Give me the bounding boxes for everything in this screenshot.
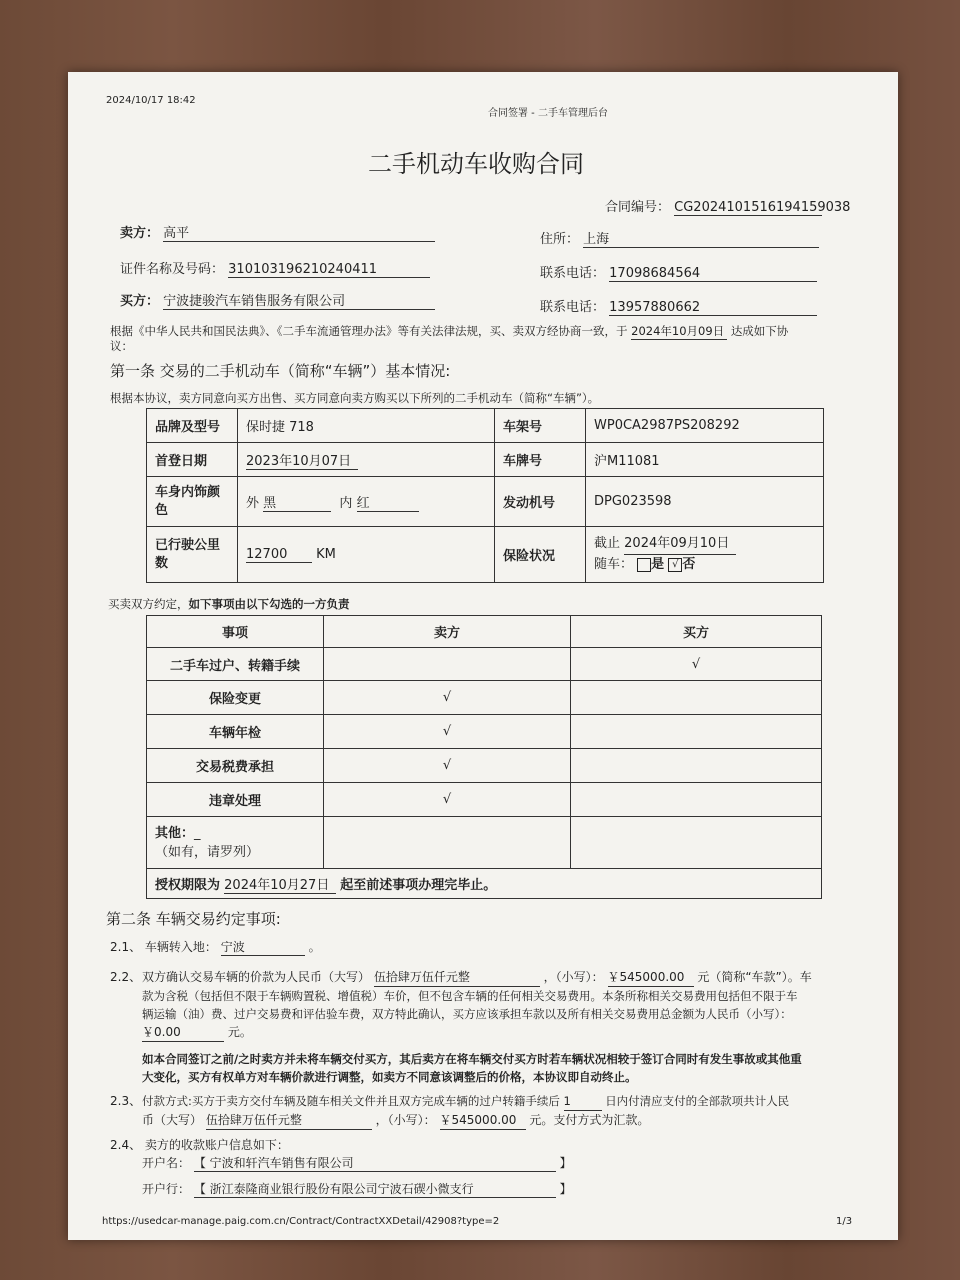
section-2-1: 2.1、 车辆转入地： 宁波 。 — [110, 940, 321, 954]
ins-prefix: 截止 — [594, 536, 621, 551]
article2-title: 第二条 车辆交易约定事项: — [106, 910, 281, 928]
table-row — [147, 648, 822, 681]
bold-line1: 如本合同签订之前/之时卖方并未将车辆交付买方，其后卖方在将车辆交付买方时若车辆状况相较于签订合同时有发生事故或其他重 — [142, 1052, 802, 1066]
no-checkbox-checked[interactable]: √ — [668, 558, 682, 572]
seller-phone-value: 17098684564 — [609, 266, 817, 282]
other-buyer — [571, 817, 822, 869]
buyer-name: 宁波捷骏汽车销售服务有限公司 — [163, 290, 435, 310]
other-seller — [324, 817, 571, 869]
seller-address-label: 住所： — [540, 232, 580, 247]
brand-label: 品牌及型号 — [147, 409, 238, 443]
other-value: _ — [194, 825, 201, 841]
other-note: （如有，请罗列） — [155, 844, 260, 860]
contract-no — [605, 196, 851, 216]
contract-no-value: CG20241015161941590​38 — [674, 200, 851, 215]
account-name-row: 开户名： 【 宁波和轩汽车销售有限公司 】 — [142, 1156, 572, 1170]
bank-row: 开户行： 【 浙江泰隆商业银行股份有限公司宁波石碶小微支行 】 — [142, 1182, 572, 1196]
duty-buyer-check — [571, 681, 822, 715]
deadline-suffix: 起至前述事项办理完毕止。 — [340, 877, 497, 893]
duty-buyer-check — [571, 783, 822, 817]
other-label: 其他： — [155, 825, 195, 841]
mileage-cell — [238, 527, 495, 583]
s21-num: 2.1、 — [110, 940, 142, 954]
duty-seller-check — [324, 648, 571, 681]
insurance-cell — [586, 527, 824, 583]
deadline-label: 授权期限为 — [155, 877, 221, 893]
s24-num: 2.4、 — [110, 1138, 142, 1152]
s22-line2: 款为含税（包括但不限于车辆购置税、增值税）车价，但不包含车辆的任何相关交易费用。本条所称相关交易费用包括但不限于车 — [142, 989, 798, 1003]
s24-title: 卖方的收款账户信息如下： — [144, 1138, 289, 1152]
vehicle-table — [146, 408, 824, 583]
agreement-date: 2024年10月09日 — [631, 323, 727, 340]
duty-intro — [108, 596, 350, 612]
footer-page: 1/3 — [836, 1216, 853, 1227]
mileage-unit: KM — [316, 546, 336, 562]
section-2-4 — [110, 1136, 289, 1153]
no-label: 否 — [682, 557, 696, 572]
yes-checkbox[interactable] — [637, 558, 651, 572]
bold-line2: 大变化，买方有权单方对车辆价款进行调整，如卖方不同意该调整后的价格，本协议即自动终止。 — [142, 1070, 637, 1084]
seller-address-row — [540, 228, 819, 248]
color-label: 车身内饰颜色 — [147, 477, 238, 527]
seller-phone-row — [540, 262, 817, 282]
s21-label: 车辆转入地： — [144, 940, 217, 954]
seller-label: 卖方： — [120, 226, 160, 241]
table-row — [147, 783, 822, 817]
contract-title: 二手机动车收购合同 — [368, 150, 584, 178]
reg-date-value: 2023年10月07日 — [246, 450, 358, 470]
s23-days: 1 — [564, 1092, 602, 1111]
s23-price-upper: 伍拾肆万伍仟元整 — [206, 1111, 372, 1130]
ins-date: 2024年09月10日 — [624, 534, 736, 555]
engine-value: DPG023598 — [586, 477, 824, 527]
duty-buyer-check — [571, 715, 822, 749]
vin-value: WP0CA2987PS208292 — [586, 409, 824, 443]
ext-color: 黑 — [263, 492, 331, 512]
table-row — [147, 749, 822, 783]
s22-price-upper: 伍拾肆万伍仟元整 — [374, 968, 540, 987]
section-2-2 — [142, 968, 852, 1042]
preamble-text: 根据《中华人民共和国民法典》、《二手车流通管理办法》等有关法律法规，买、卖双方经协商一致，于 — [110, 324, 628, 338]
contract-no-label: 合同编号： — [605, 200, 671, 215]
duty-header-buyer: 买方 — [571, 616, 822, 648]
mileage-value: 12700 — [246, 547, 312, 563]
s22-fee: ￥0.00 — [142, 1023, 224, 1042]
section-2-3 — [142, 1092, 852, 1130]
account-name-label: 开户名： — [142, 1156, 191, 1170]
s22-text3: 元（简称“车款”）。车 — [697, 970, 812, 984]
table-row — [147, 715, 822, 749]
account-name-value: 【 宁波和轩汽车销售有限公司 — [194, 1154, 556, 1172]
bank-value: 【 浙江泰隆商业银行股份有限公司宁波石碶小微支行 — [194, 1180, 556, 1198]
footer-url: https://usedcar-manage.paig.com.cn/Contract/ContractXXDetail/42908?type=2 — [102, 1216, 500, 1227]
seller-row — [120, 222, 435, 242]
plate-label: 车牌号 — [495, 443, 586, 477]
s21-value: 宁波 — [221, 938, 305, 956]
bank-label: 开户行： — [142, 1182, 191, 1196]
other-cell — [147, 817, 324, 869]
mileage-label: 已行驶公里数 — [147, 527, 238, 583]
article1-title: 第一条 交易的二手机动车（简称“车辆”）基本情况: — [110, 362, 451, 380]
print-page-title: 合同签署 - 二手车管理后台 — [488, 108, 608, 119]
duty-seller-check: √ — [324, 783, 571, 817]
int-prefix: 内 — [339, 495, 353, 511]
preamble-line1 — [110, 323, 788, 340]
seller-id-value: 310103196210240411 — [228, 262, 430, 278]
s23-text2: 日内付清应支付的全部款项共计人民 — [605, 1094, 790, 1108]
yes-label: 是 — [651, 557, 665, 572]
vin-label: 车架号 — [495, 409, 586, 443]
s22-fee-unit: 元。 — [227, 1025, 252, 1039]
s22-price-lower: ￥545000.00 — [608, 968, 694, 987]
s22-text1: 双方确认交易车辆的价款为人民币（大写） — [142, 970, 371, 984]
deadline-date: 2024年10月27日 — [224, 874, 336, 894]
reg-date-cell — [238, 443, 495, 477]
table-row — [147, 681, 822, 715]
seller-name: 高平 — [163, 222, 435, 242]
duty-intro-a: 买卖双方约定， — [108, 597, 189, 611]
seller-id-row — [120, 258, 430, 278]
seller-phone-label: 联系电话： — [540, 266, 606, 281]
duty-buyer-check: √ — [571, 648, 822, 681]
other-row — [147, 817, 822, 869]
buyer-phone-value: 13957880662 — [609, 300, 817, 316]
reg-date-label: 首登日期 — [147, 443, 238, 477]
deadline-cell — [147, 869, 822, 899]
buyer-phone-row — [540, 296, 817, 316]
buyer-phone-label: 联系电话： — [540, 300, 606, 315]
duty-seller-check: √ — [324, 715, 571, 749]
contract-page — [68, 72, 898, 1240]
s23-text3: 币（大写） — [142, 1113, 203, 1127]
seller-id-label: 证件名称及号码： — [120, 262, 225, 277]
s23-text5: 元。支付方式为汇款。 — [529, 1113, 650, 1127]
ext-prefix: 外 — [246, 495, 260, 511]
s23-text4: ，（小写）： — [375, 1113, 436, 1127]
bank-name: 浙江泰隆商业银行股份有限公司宁波石碶小微支行 — [209, 1182, 474, 1196]
int-color: 红 — [357, 492, 419, 512]
adjustment-clause — [142, 1050, 852, 1086]
article1-intro: 根据本协议，卖方同意向买方出售、买方同意向卖方购买以下所列的二手机动车（简称“车辆”）。 — [110, 391, 600, 405]
s22-line3: 辆运输（油）费、过户交易费和评估验车费，双方特此确认，买方应该承担车款以及所有相关交易费用总金额为人民币（小写）： — [142, 1007, 792, 1021]
s23-price-lower: ￥545000.00 — [440, 1111, 526, 1130]
duty-item: 二手车过户、转籍手续 — [147, 648, 324, 681]
duty-header-seller: 卖方 — [324, 616, 571, 648]
plate-value: 沪M11081 — [586, 443, 824, 477]
duty-table — [146, 615, 822, 899]
duty-header-item: 事项 — [147, 616, 324, 648]
s23-num: 2.3、 — [110, 1094, 142, 1108]
buyer-label: 买方： — [120, 294, 160, 309]
s23-text1: 付款方式:买方于卖方交付车辆及随车相关文件并且双方完成车辆的过户转籍手续后 — [142, 1094, 560, 1108]
preamble-line2: 议： — [110, 339, 133, 353]
preamble-text-end: 达成如下协 — [730, 324, 789, 338]
duty-item: 保险变更 — [147, 681, 324, 715]
buyer-row — [120, 290, 435, 310]
duty-seller-check: √ — [324, 749, 571, 783]
color-cell — [238, 477, 495, 527]
duty-intro-b: 如下事项由以下勾选的一方负责 — [188, 597, 350, 611]
s22-text2: ，（小写）： — [543, 970, 604, 984]
insurance-label: 保险状况 — [495, 527, 586, 583]
print-datetime: 2024/10/17 18:42 — [106, 95, 196, 106]
engine-label: 发动机号 — [495, 477, 586, 527]
duty-item: 违章处理 — [147, 783, 324, 817]
seller-address-value: 上海 — [583, 228, 819, 248]
s22-num: 2.2、 — [110, 970, 142, 984]
ins-follow-label: 随车： — [594, 557, 634, 572]
duty-buyer-check — [571, 749, 822, 783]
duty-seller-check: √ — [324, 681, 571, 715]
duty-item: 交易税费承担 — [147, 749, 324, 783]
duty-item: 车辆年检 — [147, 715, 324, 749]
account-name: 宁波和轩汽车销售有限公司 — [209, 1156, 354, 1170]
brand-value: 保时捷 718 — [238, 409, 495, 443]
